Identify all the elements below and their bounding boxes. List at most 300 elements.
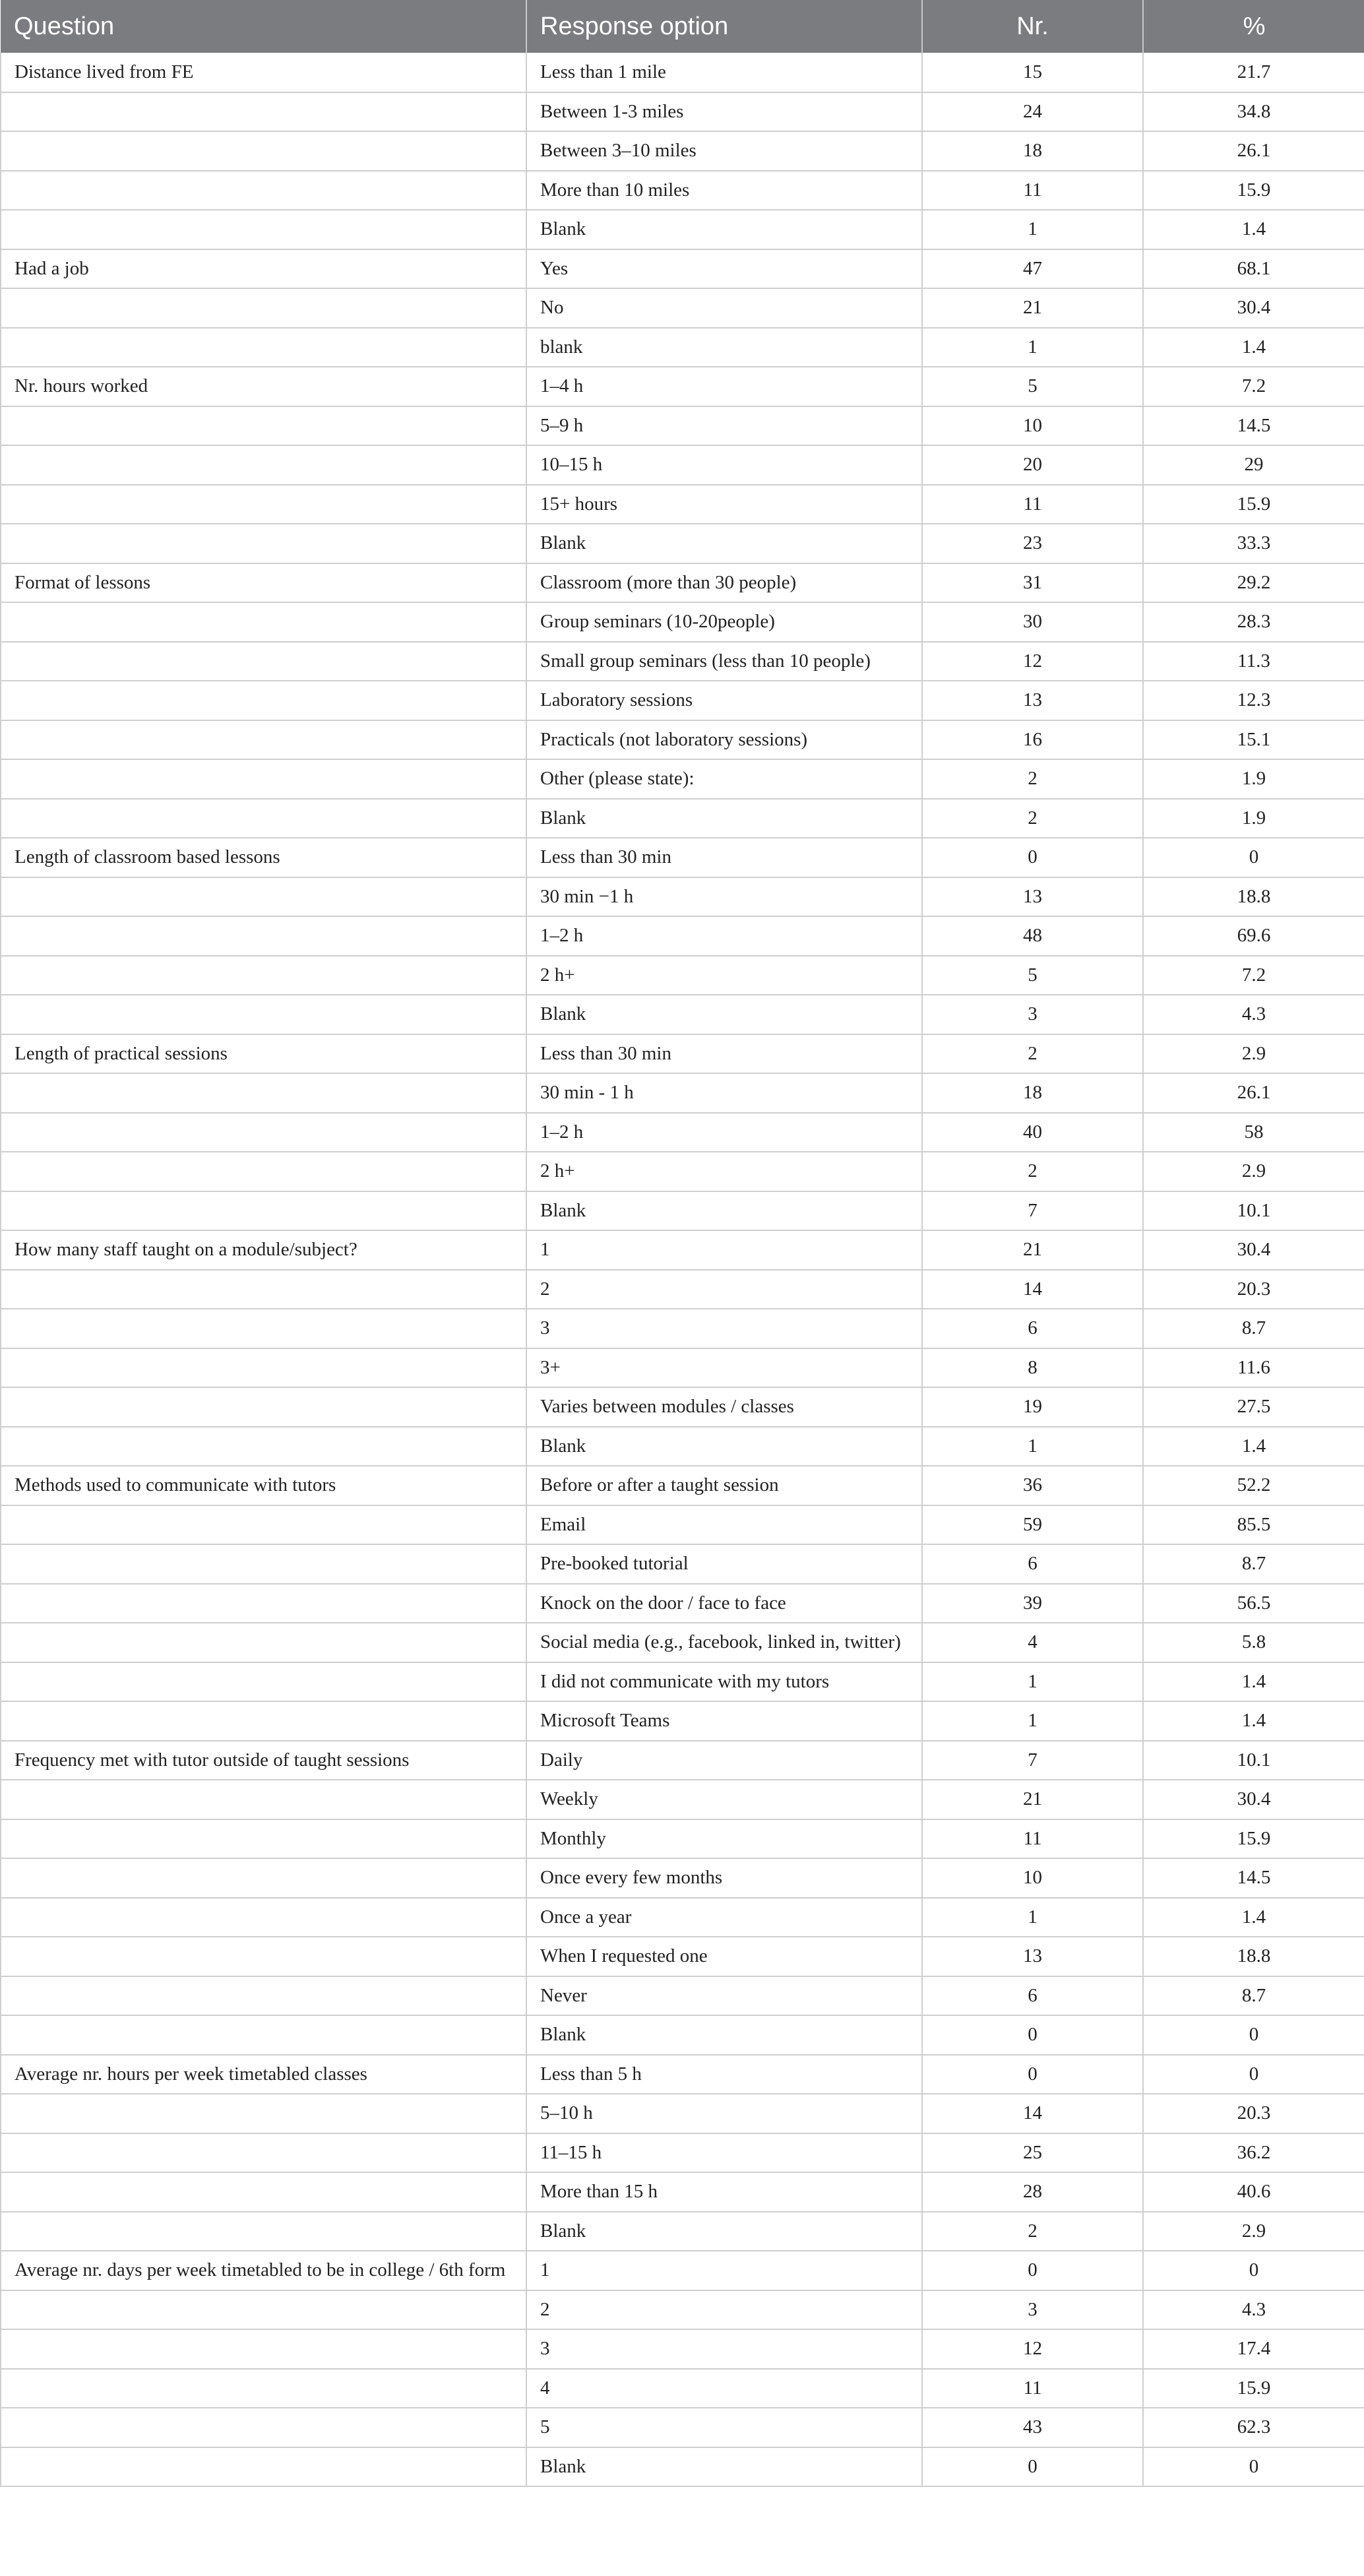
table-row — [1, 1858, 1364, 1898]
question-cell — [1, 2447, 526, 2487]
count-cell: 39 — [922, 1584, 1143, 1623]
count-cell: 21 — [922, 1780, 1143, 1819]
header-nr: Nr. — [922, 0, 1143, 53]
question-cell — [1, 1387, 526, 1427]
response-option-cell: Weekly — [526, 1780, 922, 1819]
table-row — [1, 2329, 1364, 2369]
response-option-cell: Blank — [526, 799, 922, 838]
question-cell — [1, 995, 526, 1034]
percent-cell: 52.2 — [1143, 1466, 1364, 1505]
question-cell — [1, 2369, 526, 2408]
percent-cell: 5.8 — [1143, 1623, 1364, 1662]
response-option-cell: Blank — [526, 2447, 922, 2487]
question-cell: Methods used to communicate with tutors — [1, 1466, 526, 1505]
table-row — [1, 681, 1364, 720]
response-option-cell: Once every few months — [526, 1858, 922, 1898]
table-row — [1, 2015, 1364, 2055]
table-row — [1, 1780, 1364, 1819]
percent-cell: 8.7 — [1143, 1309, 1364, 1348]
table-row — [1, 328, 1364, 367]
response-option-cell: Between 3–10 miles — [526, 131, 922, 171]
count-cell: 15 — [922, 53, 1143, 92]
count-cell: 19 — [922, 1387, 1143, 1427]
percent-cell: 40.6 — [1143, 2172, 1364, 2212]
percent-cell: 10.1 — [1143, 1191, 1364, 1231]
percent-cell: 26.1 — [1143, 131, 1364, 171]
question-cell — [1, 916, 526, 956]
response-option-cell: 3 — [526, 1309, 922, 1348]
percent-cell: 0 — [1143, 2251, 1364, 2290]
percent-cell: 1.9 — [1143, 799, 1364, 838]
response-option-cell: 30 min −1 h — [526, 877, 922, 917]
table-row — [1, 1152, 1364, 1191]
question-cell — [1, 1427, 526, 1466]
count-cell: 31 — [922, 563, 1143, 603]
percent-cell: 20.3 — [1143, 1270, 1364, 1309]
percent-cell: 0 — [1143, 2447, 1364, 2487]
table-row — [1, 2133, 1364, 2173]
question-cell — [1, 720, 526, 760]
response-option-cell: Less than 30 min — [526, 838, 922, 877]
count-cell: 25 — [922, 2133, 1143, 2173]
percent-cell: 30.4 — [1143, 1230, 1364, 1270]
count-cell: 1 — [922, 1701, 1143, 1741]
question-cell — [1, 681, 526, 720]
count-cell: 43 — [922, 2408, 1143, 2447]
response-option-cell: No — [526, 288, 922, 328]
count-cell: 3 — [922, 995, 1143, 1034]
question-cell — [1, 1898, 526, 1937]
percent-cell: 2.9 — [1143, 2212, 1364, 2251]
count-cell: 40 — [922, 1113, 1143, 1152]
table-row — [1, 1113, 1364, 1152]
table-row — [1, 759, 1364, 799]
question-cell — [1, 406, 526, 446]
table-row — [1, 916, 1364, 956]
count-cell: 2 — [922, 2212, 1143, 2251]
table-row — [1, 1034, 1364, 1074]
count-cell: 3 — [922, 2290, 1143, 2330]
response-option-cell: More than 15 h — [526, 2172, 922, 2212]
question-cell — [1, 1584, 526, 1623]
response-option-cell: More than 10 miles — [526, 171, 922, 210]
percent-cell: 33.3 — [1143, 524, 1364, 563]
question-cell — [1, 2408, 526, 2447]
response-option-cell: 1–2 h — [526, 916, 922, 956]
table-row — [1, 1466, 1364, 1505]
question-cell — [1, 2212, 526, 2251]
table-row — [1, 288, 1364, 328]
question-cell — [1, 2015, 526, 2055]
question-cell — [1, 1780, 526, 1819]
percent-cell: 18.8 — [1143, 877, 1364, 917]
table-row — [1, 1191, 1364, 1231]
question-cell — [1, 759, 526, 799]
question-cell — [1, 2172, 526, 2212]
table-row — [1, 2172, 1364, 2212]
percent-cell: 1.4 — [1143, 210, 1364, 249]
question-cell: Frequency met with tutor outside of taught sessions — [1, 1741, 526, 1780]
count-cell: 7 — [922, 1741, 1143, 1780]
table-row — [1, 1584, 1364, 1623]
count-cell: 10 — [922, 1858, 1143, 1898]
count-cell: 0 — [922, 2055, 1143, 2094]
response-option-cell: Never — [526, 1976, 922, 2016]
table-row — [1, 445, 1364, 485]
question-cell — [1, 524, 526, 563]
question-cell: Distance lived from FE — [1, 53, 526, 92]
response-option-cell: Email — [526, 1505, 922, 1545]
question-cell — [1, 1309, 526, 1348]
count-cell: 48 — [922, 916, 1143, 956]
response-option-cell: 11–15 h — [526, 2133, 922, 2173]
table-row — [1, 1348, 1364, 1388]
percent-cell: 68.1 — [1143, 249, 1364, 289]
table-body — [1, 53, 1364, 2486]
question-cell — [1, 210, 526, 249]
response-option-cell: When I requested one — [526, 1937, 922, 1976]
percent-cell: 8.7 — [1143, 1976, 1364, 2016]
count-cell: 18 — [922, 131, 1143, 171]
response-option-cell: 5 — [526, 2408, 922, 2447]
table-row — [1, 2094, 1364, 2133]
table-row — [1, 1544, 1364, 1584]
percent-cell: 56.5 — [1143, 1584, 1364, 1623]
response-option-cell: Blank — [526, 995, 922, 1034]
table-row — [1, 1427, 1364, 1466]
response-option-cell: Blank — [526, 2015, 922, 2055]
percent-cell: 1.4 — [1143, 1427, 1364, 1466]
question-cell: Had a job — [1, 249, 526, 289]
percent-cell: 2.9 — [1143, 1152, 1364, 1191]
table-row — [1, 524, 1364, 563]
percent-cell: 1.4 — [1143, 1662, 1364, 1702]
question-cell — [1, 2329, 526, 2369]
response-option-cell: Blank — [526, 524, 922, 563]
percent-cell: 15.1 — [1143, 720, 1364, 760]
count-cell: 30 — [922, 602, 1143, 642]
count-cell: 12 — [922, 2329, 1143, 2369]
table-row — [1, 92, 1364, 132]
percent-cell: 17.4 — [1143, 2329, 1364, 2369]
percent-cell: 11.6 — [1143, 1348, 1364, 1388]
question-cell — [1, 1270, 526, 1309]
table-row — [1, 602, 1364, 642]
count-cell: 13 — [922, 1937, 1143, 1976]
count-cell: 36 — [922, 1466, 1143, 1505]
question-cell — [1, 1858, 526, 1898]
count-cell: 6 — [922, 1309, 1143, 1348]
table-row — [1, 563, 1364, 603]
percent-cell: 4.3 — [1143, 995, 1364, 1034]
count-cell: 16 — [922, 720, 1143, 760]
count-cell: 28 — [922, 2172, 1143, 2212]
response-option-cell: 1 — [526, 2251, 922, 2290]
count-cell: 0 — [922, 2251, 1143, 2290]
question-cell — [1, 2290, 526, 2330]
count-cell: 6 — [922, 1976, 1143, 2016]
question-cell — [1, 1152, 526, 1191]
table-row — [1, 799, 1364, 838]
table-row — [1, 2251, 1364, 2290]
response-option-cell: Blank — [526, 1191, 922, 1231]
table-row — [1, 838, 1364, 877]
percent-cell: 27.5 — [1143, 1387, 1364, 1427]
response-option-cell: I did not communicate with my tutors — [526, 1662, 922, 1702]
count-cell: 4 — [922, 1623, 1143, 1662]
table-row — [1, 1662, 1364, 1702]
response-option-cell: Before or after a taught session — [526, 1466, 922, 1505]
count-cell: 11 — [922, 2369, 1143, 2408]
response-option-cell: 2 — [526, 2290, 922, 2330]
percent-cell: 26.1 — [1143, 1073, 1364, 1113]
percent-cell: 15.9 — [1143, 171, 1364, 210]
count-cell: 23 — [922, 524, 1143, 563]
percent-cell: 0 — [1143, 838, 1364, 877]
percent-cell: 18.8 — [1143, 1937, 1364, 1976]
count-cell: 11 — [922, 1819, 1143, 1859]
percent-cell: 29.2 — [1143, 563, 1364, 603]
count-cell: 1 — [922, 1662, 1143, 1702]
count-cell: 2 — [922, 759, 1143, 799]
response-option-cell: 15+ hours — [526, 485, 922, 524]
table-row — [1, 1741, 1364, 1780]
count-cell: 0 — [922, 838, 1143, 877]
response-option-cell: Pre-booked tutorial — [526, 1544, 922, 1584]
count-cell: 14 — [922, 2094, 1143, 2133]
question-cell: Average nr. hours per week timetabled classes — [1, 2055, 526, 2094]
question-cell — [1, 2094, 526, 2133]
count-cell: 21 — [922, 288, 1143, 328]
response-option-cell: 2 h+ — [526, 956, 922, 995]
response-option-cell: 10–15 h — [526, 445, 922, 485]
count-cell: 11 — [922, 485, 1143, 524]
response-option-cell: 3 — [526, 2329, 922, 2369]
table-row — [1, 1623, 1364, 1662]
percent-cell: 15.9 — [1143, 2369, 1364, 2408]
response-option-cell: 1 — [526, 1230, 922, 1270]
table-header — [1, 0, 1364, 53]
percent-cell: 2.9 — [1143, 1034, 1364, 1074]
response-option-cell: Blank — [526, 1427, 922, 1466]
question-cell: Length of practical sessions — [1, 1034, 526, 1074]
percent-cell: 29 — [1143, 445, 1364, 485]
count-cell: 2 — [922, 799, 1143, 838]
percent-cell: 36.2 — [1143, 2133, 1364, 2173]
percent-cell: 4.3 — [1143, 2290, 1364, 2330]
response-option-cell: Blank — [526, 210, 922, 249]
response-option-cell: 1–2 h — [526, 1113, 922, 1152]
table-row — [1, 1976, 1364, 2016]
question-cell — [1, 1701, 526, 1741]
percent-cell: 7.2 — [1143, 956, 1364, 995]
percent-cell: 15.9 — [1143, 1819, 1364, 1859]
percent-cell: 1.4 — [1143, 1701, 1364, 1741]
count-cell: 59 — [922, 1505, 1143, 1545]
response-option-cell: Monthly — [526, 1819, 922, 1859]
count-cell: 1 — [922, 210, 1143, 249]
percent-cell: 58 — [1143, 1113, 1364, 1152]
question-cell — [1, 2133, 526, 2173]
question-cell — [1, 92, 526, 132]
question-cell — [1, 1976, 526, 2016]
count-cell: 5 — [922, 956, 1143, 995]
table-row — [1, 406, 1364, 446]
response-option-cell: 5–10 h — [526, 2094, 922, 2133]
count-cell: 10 — [922, 406, 1143, 446]
table-row — [1, 877, 1364, 917]
response-option-cell: 5–9 h — [526, 406, 922, 446]
response-option-cell: Laboratory sessions — [526, 681, 922, 720]
count-cell: 0 — [922, 2015, 1143, 2055]
response-option-cell: Less than 30 min — [526, 1034, 922, 1074]
response-option-cell: Practicals (not laboratory sessions) — [526, 720, 922, 760]
table-row — [1, 2408, 1364, 2447]
header-response-option: Response option — [526, 0, 922, 53]
table-row — [1, 1230, 1364, 1270]
response-option-cell: Between 1-3 miles — [526, 92, 922, 132]
table-row — [1, 1898, 1364, 1937]
question-cell — [1, 1819, 526, 1859]
table-row — [1, 2447, 1364, 2487]
percent-cell: 7.2 — [1143, 367, 1364, 406]
count-cell: 6 — [922, 1544, 1143, 1584]
count-cell: 13 — [922, 681, 1143, 720]
question-cell: Nr. hours worked — [1, 367, 526, 406]
table-row — [1, 1270, 1364, 1309]
question-cell — [1, 131, 526, 171]
response-option-cell: Blank — [526, 2212, 922, 2251]
table-row — [1, 131, 1364, 171]
count-cell: 18 — [922, 1073, 1143, 1113]
header-question: Question — [1, 0, 526, 53]
response-option-cell: Less than 1 mile — [526, 53, 922, 92]
table-row — [1, 2212, 1364, 2251]
percent-cell: 11.3 — [1143, 642, 1364, 681]
percent-cell: 1.4 — [1143, 1898, 1364, 1937]
table-row — [1, 995, 1364, 1034]
response-option-cell: blank — [526, 328, 922, 367]
percent-cell: 21.7 — [1143, 53, 1364, 92]
table-row — [1, 956, 1364, 995]
count-cell: 7 — [922, 1191, 1143, 1231]
response-option-cell: Daily — [526, 1741, 922, 1780]
question-cell — [1, 1191, 526, 1231]
percent-cell: 0 — [1143, 2015, 1364, 2055]
table-row — [1, 1505, 1364, 1545]
table-row — [1, 1387, 1364, 1427]
table-row — [1, 1819, 1364, 1859]
table-row — [1, 1309, 1364, 1348]
table-row — [1, 485, 1364, 524]
percent-cell: 30.4 — [1143, 288, 1364, 328]
table-row — [1, 210, 1364, 249]
question-cell — [1, 328, 526, 367]
table-row — [1, 249, 1364, 289]
response-option-cell: Varies between modules / classes — [526, 1387, 922, 1427]
question-cell: Average nr. days per week timetabled to be in college / 6th form — [1, 2251, 526, 2290]
percent-cell: 69.6 — [1143, 916, 1364, 956]
question-cell: How many staff taught on a module/subject? — [1, 1230, 526, 1270]
count-cell: 0 — [922, 2447, 1143, 2487]
response-option-cell: 3+ — [526, 1348, 922, 1388]
question-cell — [1, 1623, 526, 1662]
response-option-cell: Small group seminars (less than 10 people) — [526, 642, 922, 681]
question-cell — [1, 1937, 526, 1976]
percent-cell: 28.3 — [1143, 602, 1364, 642]
table-row — [1, 171, 1364, 210]
count-cell: 1 — [922, 328, 1143, 367]
response-option-cell: Social media (e.g., facebook, linked in, twitter) — [526, 1623, 922, 1662]
response-option-cell: Less than 5 h — [526, 2055, 922, 2094]
count-cell: 2 — [922, 1034, 1143, 1074]
question-cell: Length of classroom based lessons — [1, 838, 526, 877]
count-cell: 13 — [922, 877, 1143, 917]
percent-cell: 8.7 — [1143, 1544, 1364, 1584]
percent-cell: 1.4 — [1143, 328, 1364, 367]
table-row — [1, 2369, 1364, 2408]
header-row — [1, 0, 1364, 53]
question-cell — [1, 1662, 526, 1702]
percent-cell: 20.3 — [1143, 2094, 1364, 2133]
table-row — [1, 1701, 1364, 1741]
question-cell — [1, 288, 526, 328]
question-cell — [1, 956, 526, 995]
question-cell — [1, 602, 526, 642]
header-percent: % — [1143, 0, 1364, 53]
count-cell: 21 — [922, 1230, 1143, 1270]
table-row — [1, 2290, 1364, 2330]
response-option-cell: 1–4 h — [526, 367, 922, 406]
question-cell — [1, 485, 526, 524]
table-row — [1, 53, 1364, 92]
count-cell: 8 — [922, 1348, 1143, 1388]
question-cell — [1, 642, 526, 681]
response-option-cell: 4 — [526, 2369, 922, 2408]
percent-cell: 10.1 — [1143, 1741, 1364, 1780]
response-option-cell: 30 min - 1 h — [526, 1073, 922, 1113]
question-cell: Format of lessons — [1, 563, 526, 603]
percent-cell: 30.4 — [1143, 1780, 1364, 1819]
question-cell — [1, 877, 526, 917]
count-cell: 11 — [922, 171, 1143, 210]
percent-cell: 14.5 — [1143, 406, 1364, 446]
question-cell — [1, 1113, 526, 1152]
question-cell — [1, 799, 526, 838]
question-cell — [1, 1505, 526, 1545]
question-cell — [1, 171, 526, 210]
percent-cell: 12.3 — [1143, 681, 1364, 720]
count-cell: 12 — [922, 642, 1143, 681]
count-cell: 1 — [922, 1427, 1143, 1466]
percent-cell: 85.5 — [1143, 1505, 1364, 1545]
percent-cell: 0 — [1143, 2055, 1364, 2094]
count-cell: 14 — [922, 1270, 1143, 1309]
percent-cell: 14.5 — [1143, 1858, 1364, 1898]
response-option-cell: Yes — [526, 249, 922, 289]
question-cell — [1, 445, 526, 485]
count-cell: 2 — [922, 1152, 1143, 1191]
count-cell: 5 — [922, 367, 1143, 406]
percent-cell: 1.9 — [1143, 759, 1364, 799]
percent-cell: 15.9 — [1143, 485, 1364, 524]
response-option-cell: 2 h+ — [526, 1152, 922, 1191]
response-option-cell: 2 — [526, 1270, 922, 1309]
count-cell: 1 — [922, 1898, 1143, 1937]
table-row — [1, 720, 1364, 760]
response-option-cell: Group seminars (10-20people) — [526, 602, 922, 642]
table-row — [1, 1937, 1364, 1976]
